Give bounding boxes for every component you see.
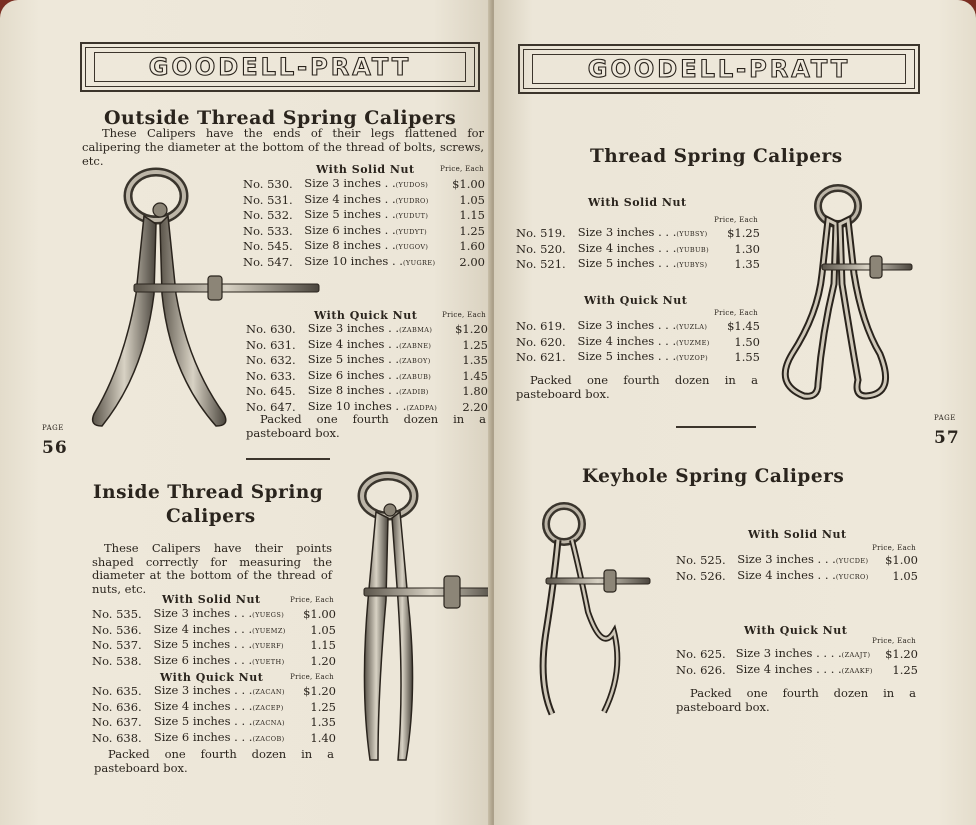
outside-quick-heading: With Quick Nut <box>314 309 418 322</box>
cable-code: (YUERF) <box>252 642 284 650</box>
cable-code: (YUZOP) <box>676 354 709 362</box>
price-row <box>676 553 918 569</box>
item-price: 1.50 <box>734 334 760 349</box>
cable-code: (ZACNA) <box>252 719 285 727</box>
cable-code: (YUDYT) <box>395 227 428 236</box>
page-label-left: PAGE <box>42 424 64 432</box>
item-price: 1.45 <box>462 368 488 383</box>
item-number: No. 632. <box>246 353 296 367</box>
keyhole-solid-heading: With Solid Nut <box>748 528 847 541</box>
keyhole-solid-price-header: Price, Each <box>872 544 916 552</box>
item-size: Size 3 inches . . .(YUEGS) <box>153 606 285 620</box>
page-label-right: PAGE <box>934 414 956 422</box>
item-size: Size 3 inches . . .(YUCDE) <box>737 552 869 566</box>
item-price: 1.60 <box>459 239 485 253</box>
item-number: No. 526. <box>676 568 726 583</box>
thread-solid-heading: With Solid Nut <box>588 196 687 209</box>
item-size: Size 4 inches . .(ZABNE) <box>307 336 432 351</box>
item-price: 1.15 <box>310 638 336 652</box>
keyhole-caliper-illustration <box>524 502 664 722</box>
price-row <box>92 731 336 747</box>
thread-quick-price-header: Price, Each <box>714 309 758 317</box>
cable-code: (YUCRO) <box>835 572 869 581</box>
thread-caliper-illustration <box>774 184 924 414</box>
cable-code: (ZABOY) <box>399 357 431 365</box>
item-number: No. 536. <box>92 622 142 637</box>
item-price: 1.05 <box>310 622 336 637</box>
outside-packed-note: Packed one fourth dozen in a pasteboard box. <box>246 412 486 440</box>
inside-packed-note: Packed one fourth dozen in a pasteboard box. <box>94 747 334 775</box>
item-number: No. 638. <box>92 730 142 745</box>
cable-code: (YUGRE) <box>402 258 436 267</box>
item-size: Size 10 inches . .(ZADPA) <box>307 398 438 413</box>
right-page <box>494 0 976 825</box>
cable-code: (YUBSY) <box>676 230 708 238</box>
item-size: Size 8 inches . .(ZADIB) <box>307 383 429 397</box>
item-size: Size 5 inches . .(ZABOY) <box>307 352 431 366</box>
price-row <box>92 623 336 639</box>
item-price: 1.05 <box>459 192 485 207</box>
inside-calipers-description: These Calipers have their points shaped correctly for measuring the diameter at the bottom of the thread of nuts, etc. <box>92 541 332 596</box>
cable-code: (ZABUB) <box>399 372 432 381</box>
price-row <box>516 350 760 366</box>
price-row <box>676 647 918 663</box>
item-number: No. 532. <box>243 208 293 222</box>
cable-code: (ZACAN) <box>252 688 285 696</box>
item-number: No. 620. <box>516 334 566 349</box>
inside-quick-table <box>92 684 336 746</box>
item-number: No. 535. <box>92 607 142 621</box>
item-number: No. 631. <box>246 337 296 352</box>
item-size: Size 4 inches . . .(YUEMZ) <box>153 621 286 636</box>
cable-code: (YUDOS) <box>395 181 429 189</box>
item-size: Size 4 inches . . .(YUZME) <box>577 333 710 348</box>
price-row <box>92 700 336 716</box>
keyhole-quick-table <box>676 647 918 678</box>
cable-code: (ZADIB) <box>399 388 429 396</box>
item-price: $1.20 <box>455 322 488 336</box>
brand-name-right: GOODELL-PRATT <box>532 54 906 83</box>
item-price: 1.25 <box>310 699 336 714</box>
price-row <box>516 319 760 335</box>
item-size: Size 5 inches . . .(YUZOP) <box>577 349 709 363</box>
item-size: Size 3 inches . . . .(ZAAJT) <box>735 646 871 660</box>
item-number: No. 525. <box>676 553 726 567</box>
cable-code: (ZACOB) <box>252 734 285 743</box>
item-price: 1.40 <box>310 730 336 745</box>
cable-code: (YUBYS) <box>676 261 708 269</box>
price-row <box>516 257 760 273</box>
page-number-left: 56 <box>42 438 68 458</box>
item-size: Size 5 inches . . .(YUERF) <box>153 637 284 651</box>
item-price: 1.15 <box>459 208 485 222</box>
cable-code: (YUCDE) <box>835 557 869 565</box>
price-row <box>516 242 760 258</box>
item-size: Size 5 inches . .(YUDUT) <box>304 207 429 221</box>
thread-solid-table <box>516 226 760 273</box>
thread-quick-heading: With Quick Nut <box>584 294 688 307</box>
item-number: No. 625. <box>676 647 726 661</box>
inside-calipers-title-line1: Inside Thread Spring <box>93 482 324 503</box>
brand-banner-left <box>80 42 480 92</box>
inside-quick-price-header: Price, Each <box>290 673 334 681</box>
cable-code: (YUGOV) <box>395 243 429 251</box>
price-row <box>92 654 336 670</box>
inside-solid-price-header: Price, Each <box>290 596 334 604</box>
price-row <box>92 638 336 654</box>
page-number-right: 57 <box>934 428 960 448</box>
item-number: No. 621. <box>516 350 566 364</box>
item-price: $1.25 <box>727 226 760 240</box>
item-number: No. 637. <box>92 715 142 729</box>
thread-solid-price-header: Price, Each <box>714 216 758 224</box>
cable-code: (ZACEP) <box>252 703 284 712</box>
outside-solid-price-header: Price, Each <box>440 165 484 173</box>
price-row <box>92 607 336 623</box>
item-price: 1.35 <box>734 257 760 271</box>
cable-code: (ZAAJT) <box>841 651 871 659</box>
item-number: No. 545. <box>243 239 293 253</box>
cable-code: (ZADPA) <box>406 403 438 412</box>
cable-code: (ZABMA) <box>399 326 433 334</box>
cable-code: (YUZLA) <box>676 323 708 331</box>
price-row <box>676 569 918 585</box>
keyhole-quick-heading: With Quick Nut <box>744 624 848 637</box>
item-price: $1.45 <box>727 319 760 333</box>
item-size: Size 4 inches . .(YUDRO) <box>304 191 429 206</box>
cable-code: (YUBUB) <box>676 245 710 254</box>
brand-name-left: GOODELL-PRATT <box>94 52 466 81</box>
price-row <box>92 715 336 731</box>
inside-solid-heading: With Solid Nut <box>162 593 261 606</box>
item-number: No. 531. <box>243 192 293 207</box>
item-price: 1.80 <box>462 384 488 398</box>
outside-caliper-illustration <box>84 164 324 464</box>
item-number: No. 538. <box>92 653 142 668</box>
item-price: 1.20 <box>310 653 336 668</box>
cable-code: (YUETH) <box>252 657 285 666</box>
inside-solid-table <box>92 607 336 669</box>
keyhole-calipers-title: Keyhole Spring Calipers <box>582 466 845 487</box>
item-size: Size 6 inches . .(YUDYT) <box>304 222 428 237</box>
item-price: 1.05 <box>892 568 918 583</box>
item-number: No. 630. <box>246 322 296 336</box>
cable-code: (YUZME) <box>676 338 710 347</box>
item-size: Size 4 inches . . .(YUCRO) <box>737 567 869 582</box>
cable-code: (YUEMZ) <box>252 626 286 635</box>
item-price: 1.25 <box>459 223 485 238</box>
item-size: Size 3 inches . . .(ZACAN) <box>153 683 285 697</box>
item-size: Size 5 inches . . .(ZACNA) <box>153 714 285 728</box>
outside-calipers-title: Outside Thread Spring Calipers <box>104 107 457 129</box>
item-size: Size 5 inches . . .(YUBYS) <box>577 256 708 270</box>
inside-caliper-illustration <box>338 470 492 770</box>
keyhole-solid-table <box>676 553 918 584</box>
item-price: 2.00 <box>459 254 485 269</box>
item-size: Size 6 inches . . .(YUETH) <box>153 652 285 667</box>
keyhole-packed-note: Packed one fourth dozen in a pasteboard box. <box>676 686 916 714</box>
item-number: No. 533. <box>243 223 293 238</box>
item-number: No. 519. <box>516 226 566 240</box>
item-number: No. 636. <box>92 699 142 714</box>
item-number: No. 645. <box>246 384 296 398</box>
outside-quick-price-header: Price, Each <box>442 311 486 319</box>
item-number: No. 521. <box>516 257 566 271</box>
item-price: 1.35 <box>310 715 336 729</box>
item-price: 1.25 <box>462 337 488 352</box>
item-price: $1.20 <box>885 647 918 661</box>
outside-calipers-description: These Calipers have the ends of their legs flattened for calipering the diameter at the bottom of the thread of bolts, screws, etc. <box>82 126 484 168</box>
section-divider-right <box>676 426 756 428</box>
item-price: $1.20 <box>303 684 336 698</box>
item-number: No. 547. <box>243 254 293 269</box>
cable-code: (ZAAKF) <box>841 666 873 675</box>
item-size: Size 6 inches . . .(ZACOB) <box>153 729 285 744</box>
item-price: 1.30 <box>734 241 760 256</box>
item-number: No. 537. <box>92 638 142 652</box>
cable-code: (YUDUT) <box>395 212 429 220</box>
price-row <box>92 684 336 700</box>
item-price: 2.20 <box>462 399 488 414</box>
item-number: No. 635. <box>92 684 142 698</box>
item-number: No. 626. <box>676 662 726 677</box>
cable-code: (ZABNE) <box>399 341 432 350</box>
cable-code: (YUDRO) <box>395 196 429 205</box>
item-price: 1.55 <box>734 350 760 364</box>
thread-quick-table <box>516 319 760 366</box>
item-number: No. 647. <box>246 399 296 414</box>
keyhole-quick-price-header: Price, Each <box>872 637 916 645</box>
item-price: $1.00 <box>885 553 918 567</box>
item-size: Size 10 inches . .(YUGRE) <box>304 253 436 268</box>
thread-packed-note: Packed one fourth dozen in a pasteboard box. <box>516 373 758 401</box>
inside-quick-heading: With Quick Nut <box>160 671 264 684</box>
item-size: Size 4 inches . . .(ZACEP) <box>153 698 284 713</box>
item-size: Size 3 inches . .(ZABMA) <box>307 321 433 335</box>
item-size: Size 6 inches . .(ZABUB) <box>307 367 432 382</box>
item-number: No. 530. <box>243 177 293 191</box>
price-row <box>676 663 918 679</box>
brand-banner-right <box>518 44 920 94</box>
item-size: Size 8 inches . .(YUGOV) <box>304 238 429 252</box>
item-price: 1.35 <box>462 353 488 367</box>
item-number: No. 520. <box>516 241 566 256</box>
price-row <box>516 226 760 242</box>
item-size: Size 4 inches . . . .(ZAAKF) <box>735 661 873 676</box>
item-size: Size 3 inches . . .(YUZLA) <box>577 318 708 332</box>
item-number: No. 633. <box>246 368 296 383</box>
item-size: Size 3 inches . .(YUDOS) <box>304 176 429 190</box>
item-price: $1.00 <box>303 607 336 621</box>
outside-solid-heading: With Solid Nut <box>316 163 415 176</box>
thread-calipers-title: Thread Spring Calipers <box>590 146 843 167</box>
inside-calipers-title-line2: Calipers <box>166 506 256 527</box>
price-row <box>516 335 760 351</box>
item-price: 1.25 <box>892 662 918 677</box>
item-size: Size 3 inches . . .(YUBSY) <box>577 225 708 239</box>
item-size: Size 4 inches . . .(YUBUB) <box>577 240 710 255</box>
item-number: No. 619. <box>516 319 566 333</box>
cable-code: (YUEGS) <box>252 611 285 619</box>
item-price: $1.00 <box>452 177 485 191</box>
